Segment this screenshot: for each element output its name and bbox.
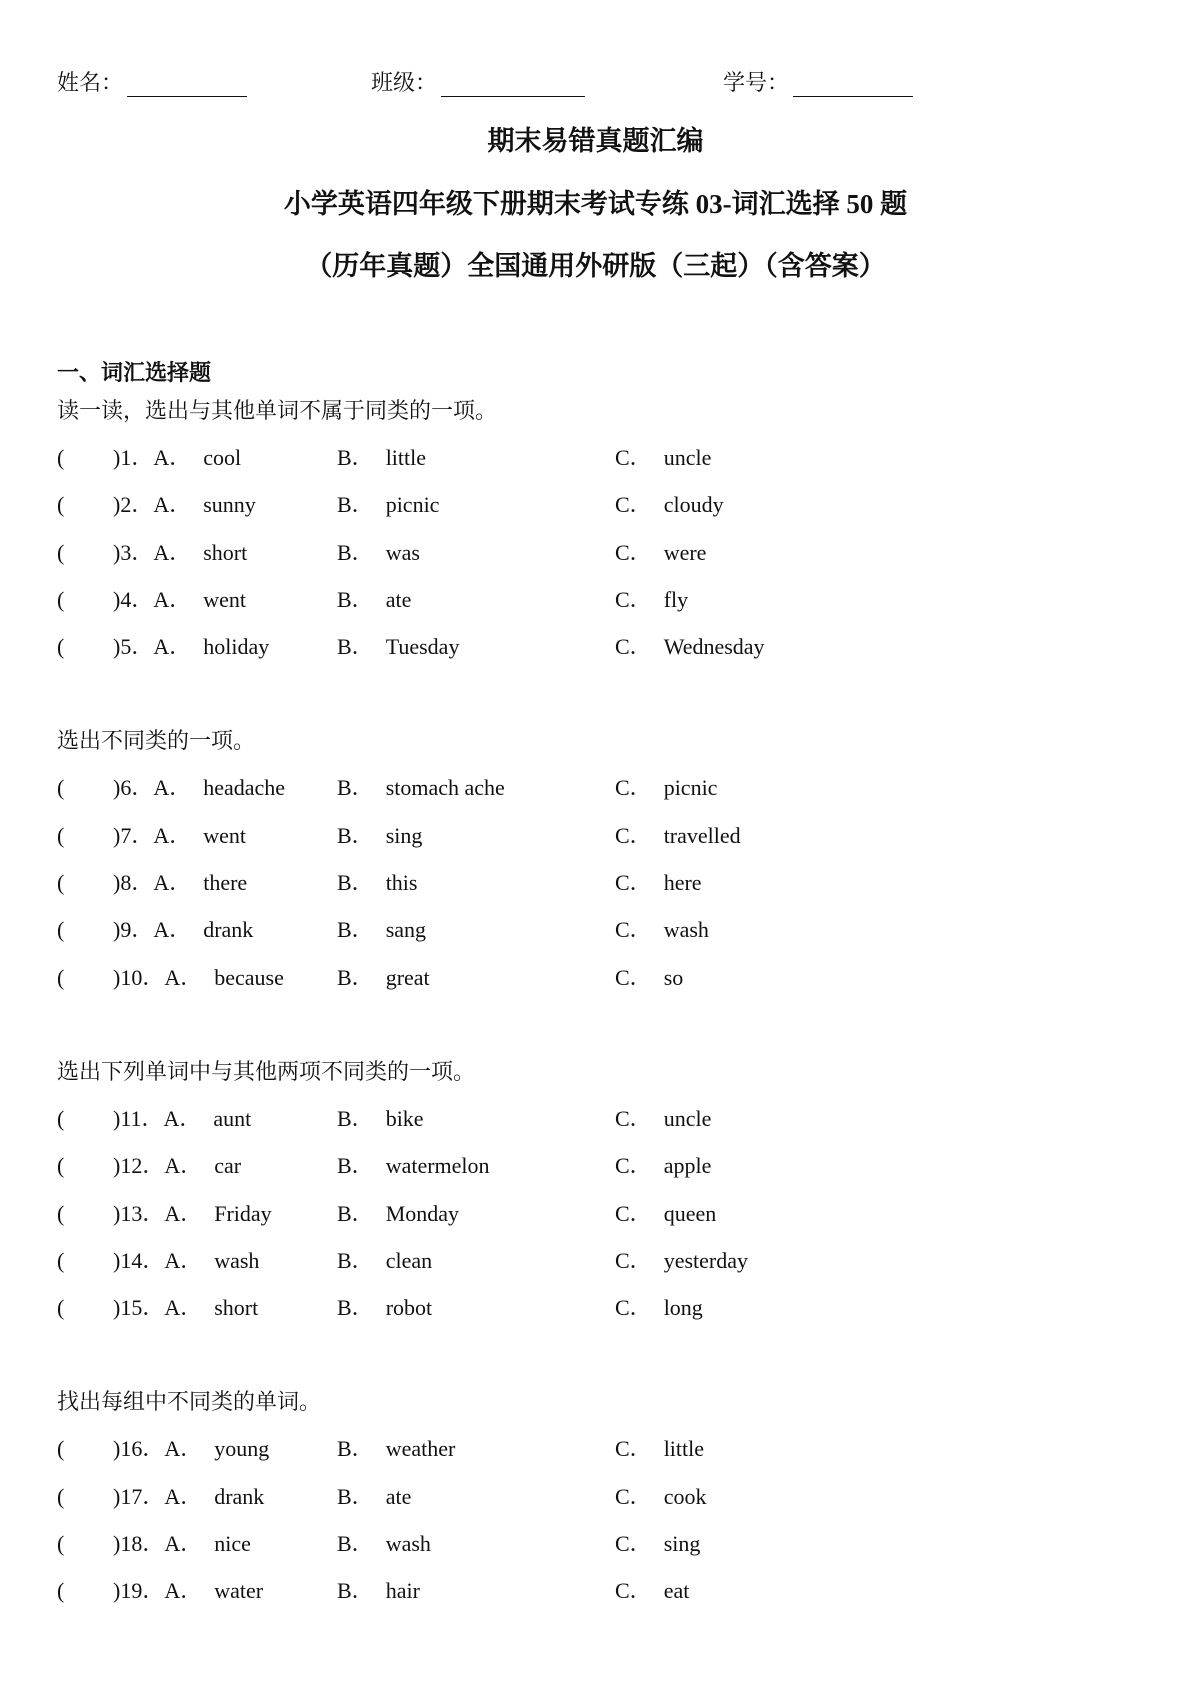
option-c-label: C． xyxy=(615,1153,652,1179)
option-b-text: sang xyxy=(385,917,427,943)
title-edition: （历年真题）全国通用外研版（三起）（含答案） xyxy=(305,251,886,281)
option-c xyxy=(615,961,683,995)
question-row xyxy=(57,488,1157,535)
answer-bracket-open: ( xyxy=(57,870,65,896)
option-c-label: C． xyxy=(615,870,652,896)
option-c-label: C． xyxy=(615,1247,652,1273)
option-a: there xyxy=(203,870,248,896)
option-b xyxy=(337,488,439,522)
option-a: water xyxy=(214,1578,264,1604)
option-b-label: B． xyxy=(337,964,374,990)
question-group xyxy=(57,1055,1157,1338)
option-c xyxy=(615,1574,689,1608)
option-c-label: C． xyxy=(615,822,652,848)
option-b xyxy=(337,1480,411,1514)
option-b-text: ate xyxy=(385,586,412,612)
question-number: )8．A． xyxy=(113,870,192,896)
option-c-label: C． xyxy=(615,539,652,565)
option-c-label: C． xyxy=(615,586,652,612)
option-c-label: C． xyxy=(615,1200,652,1226)
option-c-text: sing xyxy=(663,1531,701,1557)
answer-bracket-open: ( xyxy=(57,1295,65,1321)
answer-bracket-open: ( xyxy=(57,917,65,943)
question-number: )4．A． xyxy=(113,586,192,612)
student-info-header xyxy=(57,66,1157,96)
option-a: drank xyxy=(203,917,254,943)
question-row xyxy=(57,1527,1157,1574)
option-b-text: sing xyxy=(385,822,423,848)
question-number-and-option-a xyxy=(113,1149,241,1183)
option-c-label: C． xyxy=(615,492,652,518)
question-number-and-option-a xyxy=(113,1197,272,1231)
option-a: aunt xyxy=(213,1105,252,1131)
question-number-and-option-a xyxy=(113,1574,263,1608)
option-b-label: B． xyxy=(337,1483,374,1509)
option-a: went xyxy=(203,586,246,612)
question-row xyxy=(57,1291,1157,1338)
option-c xyxy=(615,488,724,522)
option-b-text: robot xyxy=(385,1295,433,1321)
name-label: 姓名： xyxy=(57,70,124,95)
option-b-label: B． xyxy=(337,1531,374,1557)
option-b-label: B． xyxy=(337,870,374,896)
option-b-label: B． xyxy=(337,917,374,943)
option-b xyxy=(337,1432,455,1466)
group-instruction: 读一读，选出与其他单词不属于同类的一项。 xyxy=(57,398,498,423)
question-row xyxy=(57,1480,1157,1527)
question-number-and-option-a xyxy=(113,583,246,617)
option-c-label: C． xyxy=(615,1483,652,1509)
question-row xyxy=(57,961,1157,1008)
question-row xyxy=(57,913,1157,960)
question-number-and-option-a xyxy=(113,1244,259,1278)
answer-bracket-open: ( xyxy=(57,1247,65,1273)
option-b xyxy=(337,583,411,617)
option-b xyxy=(337,1149,490,1183)
option-b xyxy=(337,1244,432,1278)
option-a: drank xyxy=(214,1483,265,1509)
option-c-text: apple xyxy=(663,1153,712,1179)
question-number: )19．A． xyxy=(113,1578,203,1604)
title-subtitle: 小学英语四年级下册期末考试专练 03-词汇选择 50 题 xyxy=(283,189,908,219)
option-b-label: B． xyxy=(337,1295,374,1321)
option-b-label: B． xyxy=(337,1105,374,1131)
option-a: Friday xyxy=(214,1200,272,1226)
group-instruction: 选出下列单词中与其他两项不同类的一项。 xyxy=(57,1058,476,1084)
option-a: headache xyxy=(203,775,286,801)
option-b-label: B． xyxy=(337,445,374,470)
question-number: )14．A． xyxy=(113,1247,203,1273)
question-row xyxy=(57,1574,1157,1621)
option-c xyxy=(615,1102,711,1136)
option-b-text: watermelon xyxy=(385,1153,490,1179)
option-a: cool xyxy=(203,445,242,470)
option-b-text: Monday xyxy=(385,1200,460,1226)
option-b-text: this xyxy=(385,870,418,896)
option-b-text: wash xyxy=(385,1531,431,1557)
option-b-label: B． xyxy=(337,634,374,660)
option-c xyxy=(615,583,688,617)
question-row xyxy=(57,771,1157,818)
option-c-text: wash xyxy=(663,917,709,943)
question-number: )9．A． xyxy=(113,917,192,943)
question-number-and-option-a xyxy=(113,819,246,853)
option-c-text: were xyxy=(663,539,707,565)
question-number-and-option-a xyxy=(113,536,247,570)
option-b xyxy=(337,819,422,853)
option-b-label: B． xyxy=(337,775,374,801)
option-b-text: weather xyxy=(385,1436,456,1462)
question-number-and-option-a xyxy=(113,1527,251,1561)
question-groups xyxy=(57,394,1157,1669)
answer-bracket-open: ( xyxy=(57,1436,65,1462)
question-number-and-option-a xyxy=(113,1102,251,1136)
option-b-text: bike xyxy=(385,1105,424,1131)
name-blank xyxy=(127,74,247,97)
option-c xyxy=(615,819,741,853)
option-b-text: picnic xyxy=(385,492,440,518)
option-c-label: C． xyxy=(615,1295,652,1321)
question-number: )12．A． xyxy=(113,1153,203,1179)
question-number-and-option-a xyxy=(113,1480,264,1514)
option-c-text: uncle xyxy=(663,1105,712,1131)
option-c-text: uncle xyxy=(663,445,712,470)
question-number-and-option-a xyxy=(113,1291,258,1325)
option-c-text: picnic xyxy=(663,775,718,801)
answer-bracket-open: ( xyxy=(57,1200,65,1226)
option-a: car xyxy=(214,1153,242,1179)
option-c-text: so xyxy=(663,964,684,990)
option-b xyxy=(337,536,420,570)
question-number: )18．A． xyxy=(113,1531,203,1557)
option-b xyxy=(337,1102,424,1136)
question-row xyxy=(57,1244,1157,1291)
option-c-text: travelled xyxy=(663,822,741,848)
option-c-label: C． xyxy=(615,1436,652,1462)
option-b-text: hair xyxy=(385,1578,420,1604)
answer-bracket-open: ( xyxy=(57,539,65,565)
question-row xyxy=(57,630,1157,677)
option-c xyxy=(615,1432,704,1466)
student-id-label: 学号： xyxy=(723,70,790,95)
question-number: )2．A． xyxy=(113,492,192,518)
option-c xyxy=(615,1149,711,1183)
option-b-text: clean xyxy=(385,1247,433,1273)
answer-bracket-open: ( xyxy=(57,1578,65,1604)
option-b-label: B． xyxy=(337,1247,374,1273)
option-c-label: C． xyxy=(615,1531,652,1557)
option-b xyxy=(337,771,505,805)
question-number-and-option-a xyxy=(113,913,253,947)
option-b-text: ate xyxy=(385,1483,412,1509)
question-row xyxy=(57,441,1157,488)
question-group xyxy=(57,724,1157,1007)
option-c xyxy=(615,1291,703,1325)
student-id-field xyxy=(723,66,913,97)
student-id-blank xyxy=(793,74,913,97)
title-main: 期末易错真题汇编 xyxy=(487,126,704,156)
option-c-label: C． xyxy=(615,775,652,801)
option-b xyxy=(337,630,459,664)
question-number: )5．A． xyxy=(113,634,192,660)
group-instruction: 选出不同类的一项。 xyxy=(57,728,256,754)
option-b-label: B． xyxy=(337,539,374,565)
option-a: short xyxy=(203,539,248,565)
option-c-label: C． xyxy=(615,1578,652,1604)
answer-bracket-open: ( xyxy=(57,1105,65,1131)
question-number: )16．A． xyxy=(113,1436,203,1462)
answer-bracket-open: ( xyxy=(57,586,65,612)
question-number: )7．A． xyxy=(113,822,192,848)
option-c-text: here xyxy=(663,870,702,896)
option-b xyxy=(337,866,417,900)
question-row xyxy=(57,1149,1157,1196)
option-b-label: B． xyxy=(337,1578,374,1604)
option-a: because xyxy=(214,964,284,990)
option-b-text: great xyxy=(385,964,430,990)
option-b-text: little xyxy=(385,445,427,470)
answer-bracket-open: ( xyxy=(57,1153,65,1179)
option-c xyxy=(615,441,711,475)
option-c xyxy=(615,1244,748,1278)
option-c xyxy=(615,866,702,900)
question-number: )15．A． xyxy=(113,1295,203,1321)
question-number-and-option-a xyxy=(113,441,241,475)
question-number: )1．A． xyxy=(113,445,192,470)
option-c xyxy=(615,771,717,805)
answer-bracket-open: ( xyxy=(57,775,65,801)
option-b-label: B． xyxy=(337,1153,374,1179)
option-b xyxy=(337,1527,431,1561)
answer-bracket-open: ( xyxy=(57,1531,65,1557)
option-b-label: B． xyxy=(337,586,374,612)
question-number: )17．A． xyxy=(113,1483,203,1509)
section-heading: 一、词汇选择题 xyxy=(57,360,212,385)
option-b-label: B． xyxy=(337,822,374,848)
class-blank xyxy=(441,74,585,97)
option-c-text: yesterday xyxy=(663,1247,748,1273)
question-number-and-option-a xyxy=(113,961,284,995)
option-a: sunny xyxy=(203,492,256,518)
option-b-label: B． xyxy=(337,492,374,518)
option-c xyxy=(615,1197,716,1231)
option-b xyxy=(337,441,426,475)
answer-bracket-open: ( xyxy=(57,822,65,848)
question-number: )10．A． xyxy=(113,964,203,990)
option-c-label: C． xyxy=(615,1105,652,1131)
name-field xyxy=(57,66,247,97)
option-c xyxy=(615,536,706,570)
option-b xyxy=(337,1574,420,1608)
class-field xyxy=(371,66,585,97)
option-c-label: C． xyxy=(615,917,652,943)
option-c-text: fly xyxy=(663,586,689,612)
option-b xyxy=(337,1291,432,1325)
option-b-text: Tuesday xyxy=(385,634,460,660)
option-c-text: long xyxy=(663,1295,703,1321)
question-number: )11．A． xyxy=(113,1105,202,1131)
option-b-text: was xyxy=(385,539,420,565)
question-row xyxy=(57,1102,1157,1149)
option-c xyxy=(615,913,709,947)
option-c-label: C． xyxy=(615,634,652,660)
option-b-label: B． xyxy=(337,1436,374,1462)
option-a: holiday xyxy=(203,634,270,660)
question-number-and-option-a xyxy=(113,488,256,522)
answer-bracket-open: ( xyxy=(57,492,65,518)
question-number-and-option-a xyxy=(113,866,247,900)
option-b xyxy=(337,1197,459,1231)
option-a: young xyxy=(214,1436,270,1462)
question-row xyxy=(57,1432,1157,1479)
answer-bracket-open: ( xyxy=(57,1483,65,1509)
question-number: )3．A． xyxy=(113,539,192,565)
question-number-and-option-a xyxy=(113,1432,269,1466)
option-c xyxy=(615,1527,700,1561)
question-row xyxy=(57,819,1157,866)
option-b-text: stomach ache xyxy=(385,775,505,801)
question-row xyxy=(57,1197,1157,1244)
answer-bracket-open: ( xyxy=(57,445,65,470)
option-b-label: B． xyxy=(337,1200,374,1226)
option-c-text: cloudy xyxy=(663,492,724,518)
answer-bracket-open: ( xyxy=(57,634,65,660)
option-a: went xyxy=(203,822,246,848)
option-c-text: little xyxy=(663,1436,705,1462)
group-instruction: 找出每组中不同类的单词。 xyxy=(57,1389,322,1415)
option-a: wash xyxy=(214,1247,260,1273)
answer-bracket-open: ( xyxy=(57,964,65,990)
question-number: )6．A． xyxy=(113,775,192,801)
option-a: nice xyxy=(214,1531,251,1557)
option-c-label: C． xyxy=(615,964,652,990)
question-row xyxy=(57,583,1157,630)
option-c-text: Wednesday xyxy=(663,634,765,660)
option-c-text: queen xyxy=(663,1200,717,1226)
option-b xyxy=(337,961,430,995)
option-c-text: cook xyxy=(663,1483,707,1509)
question-group xyxy=(57,394,1157,677)
option-c xyxy=(615,1480,706,1514)
question-number-and-option-a xyxy=(113,630,269,664)
class-label: 班级： xyxy=(371,70,438,95)
question-number: )13．A． xyxy=(113,1200,203,1226)
question-row xyxy=(57,866,1157,913)
question-row xyxy=(57,536,1157,583)
question-number-and-option-a xyxy=(113,771,285,805)
option-a: short xyxy=(214,1295,259,1321)
option-b xyxy=(337,913,426,947)
question-group xyxy=(57,1385,1157,1621)
option-c-label: C． xyxy=(615,445,652,470)
option-c-text: eat xyxy=(663,1578,690,1604)
option-c xyxy=(615,630,765,664)
